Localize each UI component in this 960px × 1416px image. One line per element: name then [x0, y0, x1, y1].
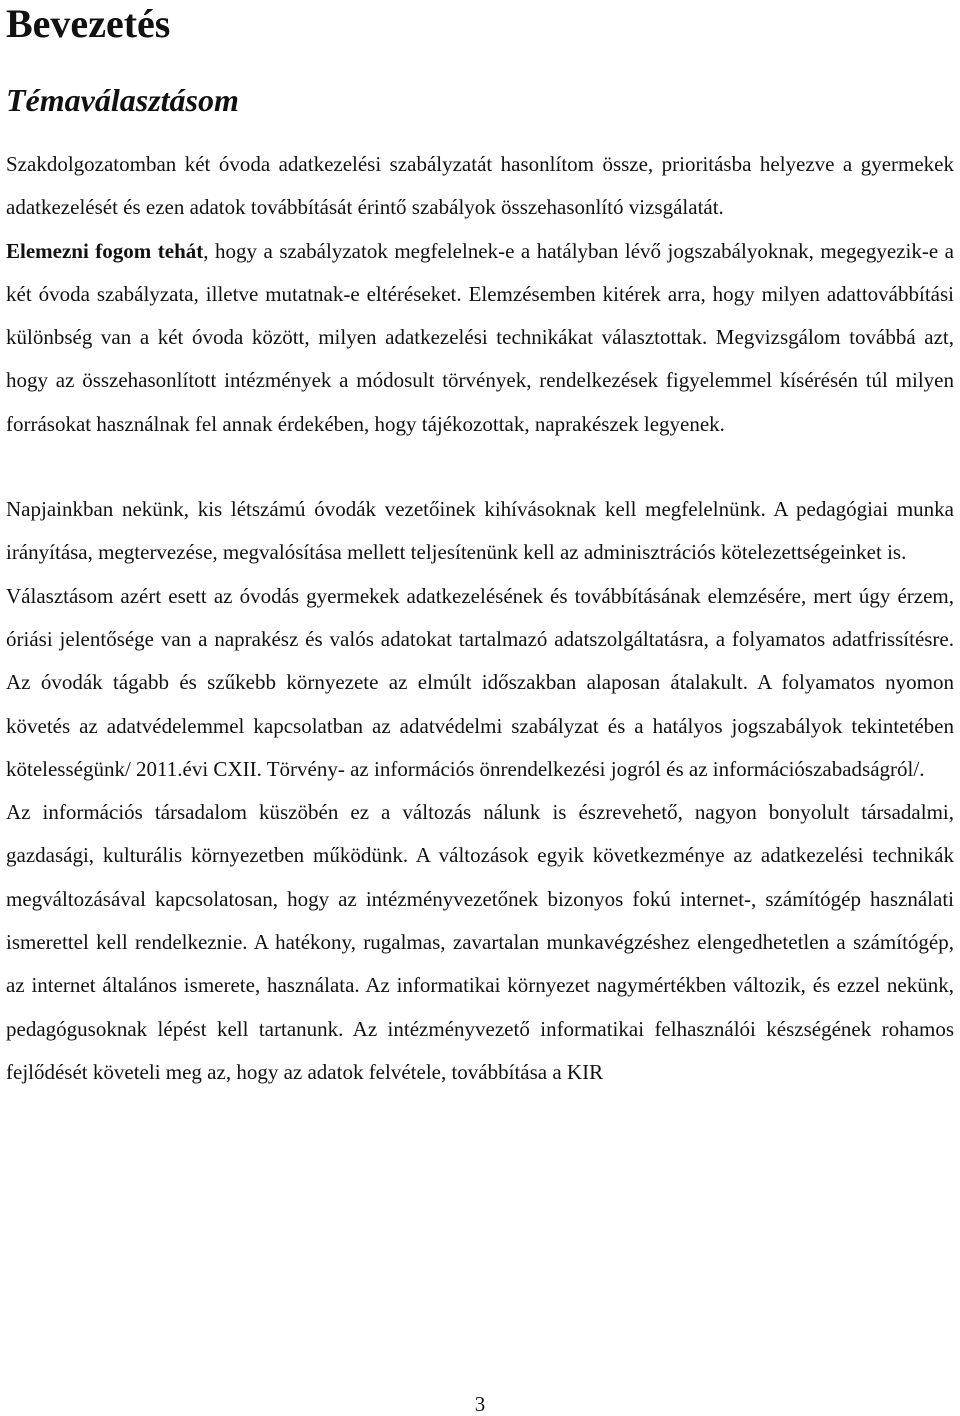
paragraph-5: Az információs társadalom küszöbén ez a változás nálunk is észrevehető, nagyon bonyolult társadalmi, gazdasági, kulturális környezetben működünk. A változások egyik következménye az adatkezelési technikák megváltozásával kapcsolatosan, hogy az intézményvezetőnek bizonyos fokú internet-, számítógép használati ismerettel kell rendelkeznie. A hatékony, rugalmas, zavartalan munkavégzéshez elengedhetetlen a számítógép, az internet általános ismerete, használata. Az informatikai környezet nagymértékben változik, és ezzel nekünk, pedagógusoknak lépést kell tartanunk. Az intézményvezető informatikai felhasználói készségének rohamos fejlődését követeli meg az, hogy az adatok felvétele, továbbítása a KIR	[6, 800, 954, 1084]
paragraph-2	[6, 230, 954, 446]
page-number: 3	[474, 1392, 486, 1416]
paragraph-3: Napjainkban nekünk, kis létszámú óvodák vezetőinek kihívásoknak kell megfelelnünk. A pedagógiai munka irányítása, megtervezése, megvalósítása mellett teljesítenünk kell az adminisztrációs kötelezettségeinket is.	[6, 497, 954, 565]
body-text	[6, 143, 954, 1094]
paragraph-2-bold-lead: Elemezni fogom tehát	[6, 238, 204, 263]
section-heading: Témaválasztásom	[6, 82, 239, 118]
paragraph-2-text: , hogy a szabályzatok megfelelnek-e a hatályban lévő jogszabályoknak, megegyezik-e a két óvoda szabályzata, illetve mutatnak-e eltéréseket. Elemzésemben kitérek arra, hogy milyen adattovábbítási különbség van a két óvoda között, milyen adatkezelési technikákat választottak. Megvizsgálom továbbá azt, hogy az összehasonlított intézmények a módosult törvények, rendelkezések figyelemmel kísérésén túl milyen forrásokat használnak fel annak érdekében, hogy tájékozottak, naprakészek legyenek.	[6, 238, 954, 436]
paragraph-1: Szakdolgozatomban két óvoda adatkezelési szabályzatát hasonlítom össze, prioritásba helyezve a gyermekek adatkezelését és ezen adatok továbbítását érintő szabályok összehasonlító vizsgálatát.	[6, 152, 954, 220]
chapter-heading: Bevezetés	[6, 1, 171, 46]
paragraph-4: Választásom azért esett az óvodás gyermekek adatkezelésének és továbbításának elemzésére, mert úgy érzem, óriási jelentősége van a naprakész és valós adatokat tartalmazó adatszolgáltatásra, a folyamatos adatfrissítésre. Az óvodák tágabb és szűkebb környezete az elmúlt időszakban alaposan átalakult. A folyamatos nyomon követés az adatvédelemmel kapcsolatban az adatvédelmi szabályzat és a hatályos jogszabályok tekintetében kötelességünk/ 2011.évi CXII. Törvény- az információs önrendelkezési jogról és az információszabadságról/.	[6, 583, 954, 781]
